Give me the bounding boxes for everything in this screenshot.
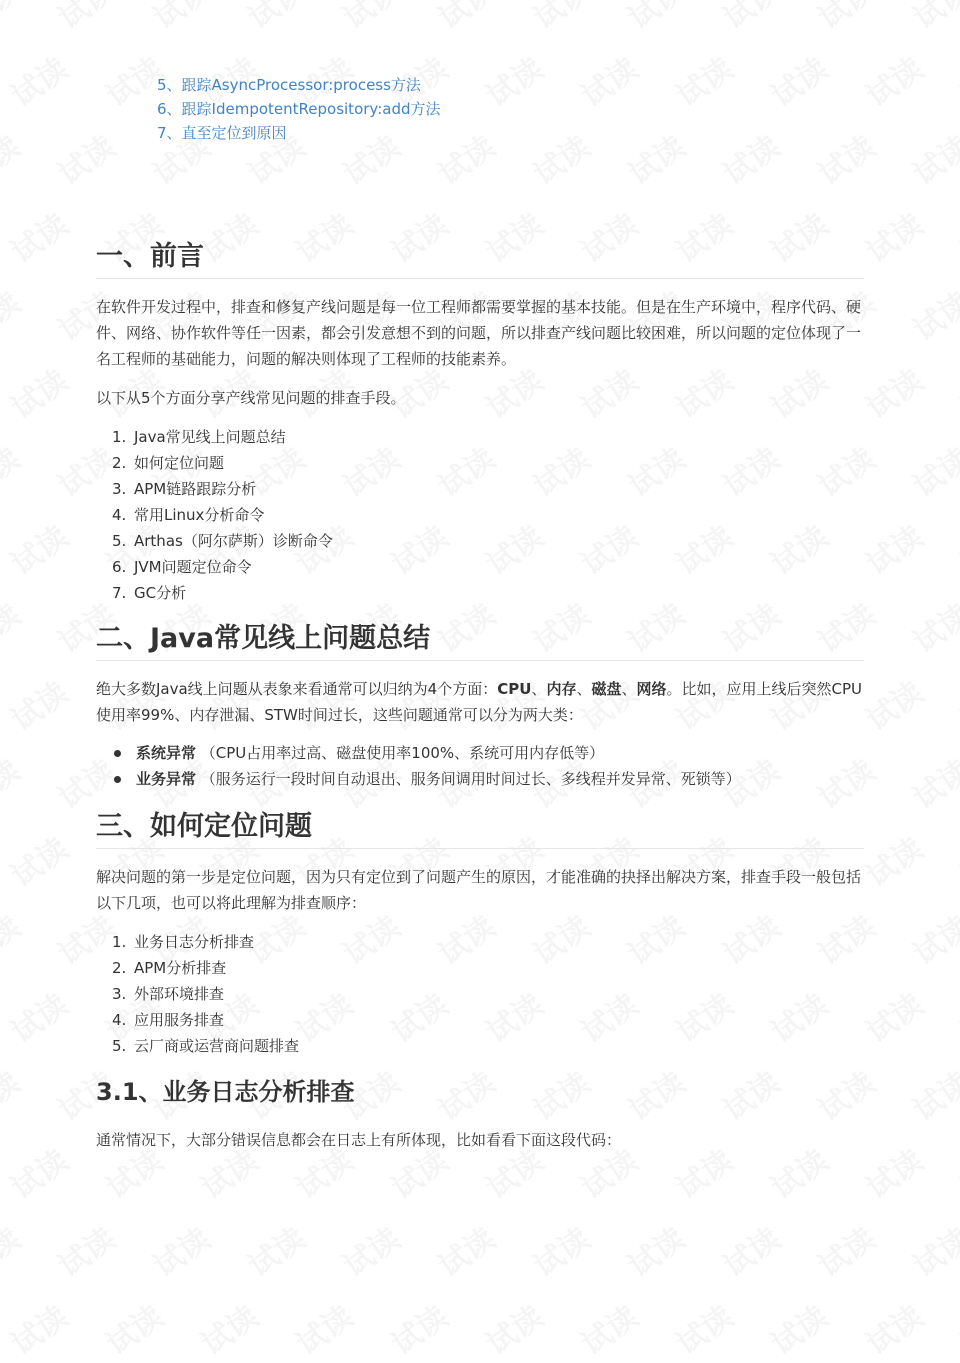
watermark-text (1, 201, 75, 271)
watermark-text (951, 1293, 960, 1363)
watermark-text (476, 513, 550, 583)
watermark-text (951, 357, 960, 427)
watermark-text (286, 1293, 360, 1363)
watermark-text (381, 1293, 455, 1363)
paragraph: 在软件开发过程中，排查和修复产线问题是每一位工程师都需要掌握的基本技能。但是在生产环境中，程序代码、硬件、网络、协作软件等任一因素，都会引发意想不到的问题，所以排查产线问题比较困难，所以问题的定位体现了一名工程师的基础能力，问题的解决则体现了工程师的技能素养。 (96, 298, 862, 368)
watermark-text (523, 0, 597, 37)
watermark-text (0, 747, 27, 817)
watermark-text (903, 591, 960, 661)
watermark-text (666, 1293, 740, 1363)
watermark-text (903, 0, 960, 37)
paragraph: 通常情况下，大部分错误信息都会在日志上有所体现，比如看看下面这段代码： (96, 1131, 622, 1149)
watermark-text (428, 1215, 502, 1285)
watermark-text (856, 1293, 930, 1363)
paragraph: 以下从5个方面分享产线常见问题的排查手段。 (96, 389, 406, 407)
list-item: 5. Arthas（阿尔萨斯）诊断命令 (112, 532, 333, 550)
watermark-text (1, 669, 75, 739)
watermark-text (903, 279, 960, 349)
list-item: 2. 如何定位问题 (112, 454, 225, 472)
watermark-text (903, 1215, 960, 1285)
watermark-text (713, 0, 787, 37)
watermark-text (238, 1215, 312, 1285)
section-heading-preface: 一、前言 (96, 238, 864, 279)
watermark-text (618, 435, 692, 505)
watermark-text (476, 1293, 550, 1363)
list-item: 7. GC分析 (112, 584, 187, 602)
watermark-text (0, 1059, 27, 1129)
watermark-text (428, 0, 502, 37)
numbered-list (96, 424, 333, 606)
watermark-text (666, 981, 740, 1051)
watermark-text (951, 981, 960, 1051)
watermark-text (0, 435, 27, 505)
toc-link[interactable]: 6、跟踪IdempotentRepository:add方法 (157, 100, 441, 118)
watermark-text (808, 123, 882, 193)
watermark-text (903, 435, 960, 505)
watermark-text (381, 981, 455, 1051)
watermark-text (856, 513, 930, 583)
list-item: 系统异常 （CPU占用率过高、磁盘使用率100%、系统可用内存低等） (96, 740, 741, 766)
watermark-text (761, 513, 835, 583)
watermark-text (761, 1293, 835, 1363)
watermark-text (713, 1215, 787, 1285)
watermark-text (951, 513, 960, 583)
watermark-text (951, 201, 960, 271)
watermark-text (96, 1293, 170, 1363)
watermark-text (1, 1137, 75, 1207)
watermark-text (618, 123, 692, 193)
list-item: 6. JVM问题定位命令 (112, 558, 252, 576)
paragraph: 绝大多数Java线上问题从表象来看通常可以归纳为4个方面：CPU、内存、磁盘、网络。比如，应用上线后突然CPU使用率99%、内存泄漏、STW时间过长，这些问题通常可以分为两大类： (96, 680, 863, 724)
list-item: 业务异常 （服务运行一段时间自动退出、服务间调用时间过长、多线程并发异常、死锁等） (96, 766, 741, 792)
list-item: 2. APM分析排查 (112, 959, 227, 977)
watermark-text (0, 903, 27, 973)
watermark-text (666, 45, 740, 115)
watermark-text (1, 513, 75, 583)
watermark-text (191, 1293, 265, 1363)
watermark-text (761, 45, 835, 115)
section-heading-java-issues: 二、Java常见线上问题总结 (96, 620, 864, 661)
watermark-text (571, 1293, 645, 1363)
watermark-text (856, 45, 930, 115)
toc-link[interactable]: 5、跟踪AsyncProcessor:process方法 (157, 76, 421, 94)
watermark-text (808, 747, 882, 817)
watermark-text (48, 123, 122, 193)
list-item: 5. 云厂商或运营商问题排查 (112, 1037, 300, 1055)
watermark-text (1, 45, 75, 115)
table-of-contents (157, 73, 441, 145)
bullet-list (96, 740, 741, 792)
list-item: 1. Java常见线上问题总结 (112, 428, 286, 446)
watermark-text (428, 435, 502, 505)
watermark-text (333, 435, 407, 505)
subsection-heading-log-analysis: 3.1、业务日志分析排查 (96, 1078, 355, 1106)
watermark-text (808, 0, 882, 37)
watermark-text (856, 669, 930, 739)
watermark-text (808, 435, 882, 505)
list-item: 3. APM链路跟踪分析 (112, 480, 257, 498)
watermark-text (618, 1215, 692, 1285)
watermark-text (523, 123, 597, 193)
watermark-text (381, 513, 455, 583)
watermark-text (0, 1215, 27, 1285)
watermark-text (0, 591, 27, 661)
watermark-text (951, 1137, 960, 1207)
watermark-text (476, 45, 550, 115)
watermark-text (903, 747, 960, 817)
watermark-text (1, 825, 75, 895)
bullet-dot (114, 776, 121, 783)
watermark-text (0, 279, 27, 349)
watermark-text (618, 0, 692, 37)
watermark-text (238, 0, 312, 37)
section-heading-locate: 三、如何定位问题 (96, 808, 864, 849)
watermark-text (856, 825, 930, 895)
watermark-text (761, 981, 835, 1051)
watermark-text (143, 0, 217, 37)
list-item: 1. 业务日志分析排查 (112, 933, 255, 951)
watermark-text (48, 1215, 122, 1285)
watermark-text (571, 45, 645, 115)
list-item: 4. 应用服务排查 (112, 1011, 225, 1029)
watermark-text (903, 123, 960, 193)
watermark-text (571, 513, 645, 583)
watermark-text (523, 435, 597, 505)
numbered-list (96, 929, 299, 1059)
watermark-text (713, 123, 787, 193)
watermark-text (143, 1215, 217, 1285)
watermark-text (333, 1215, 407, 1285)
watermark-text (951, 45, 960, 115)
watermark-text (856, 357, 930, 427)
watermark-text (48, 0, 122, 37)
watermark-text (523, 1215, 597, 1285)
watermark-text (1, 1293, 75, 1363)
watermark-text (951, 669, 960, 739)
watermark-text (571, 981, 645, 1051)
watermark-text (0, 123, 27, 193)
watermark-text (951, 825, 960, 895)
watermark-text (0, 0, 27, 37)
watermark-text (856, 1137, 930, 1207)
watermark-text (903, 1059, 960, 1129)
watermark-text (808, 1215, 882, 1285)
watermark-text (856, 981, 930, 1051)
watermark-text (856, 201, 930, 271)
watermark-text (333, 0, 407, 37)
watermark-text (1, 357, 75, 427)
list-item: 3. 外部环境排查 (112, 985, 225, 1003)
watermark-text (1, 981, 75, 1051)
toc-link[interactable]: 7、直至定位到原因 (157, 124, 287, 142)
watermark-text (666, 513, 740, 583)
watermark-text (476, 981, 550, 1051)
watermark-text (903, 903, 960, 973)
paragraph: 解决问题的第一步是定位问题，因为只有定位到了问题产生的原因，才能准确的抉择出解决方案，排查手段一般包括以下几项，也可以将此理解为排查顺序： (96, 868, 862, 912)
bullet-dot (114, 750, 121, 757)
watermark-text (713, 435, 787, 505)
list-item: 4. 常用Linux分析命令 (112, 506, 265, 524)
